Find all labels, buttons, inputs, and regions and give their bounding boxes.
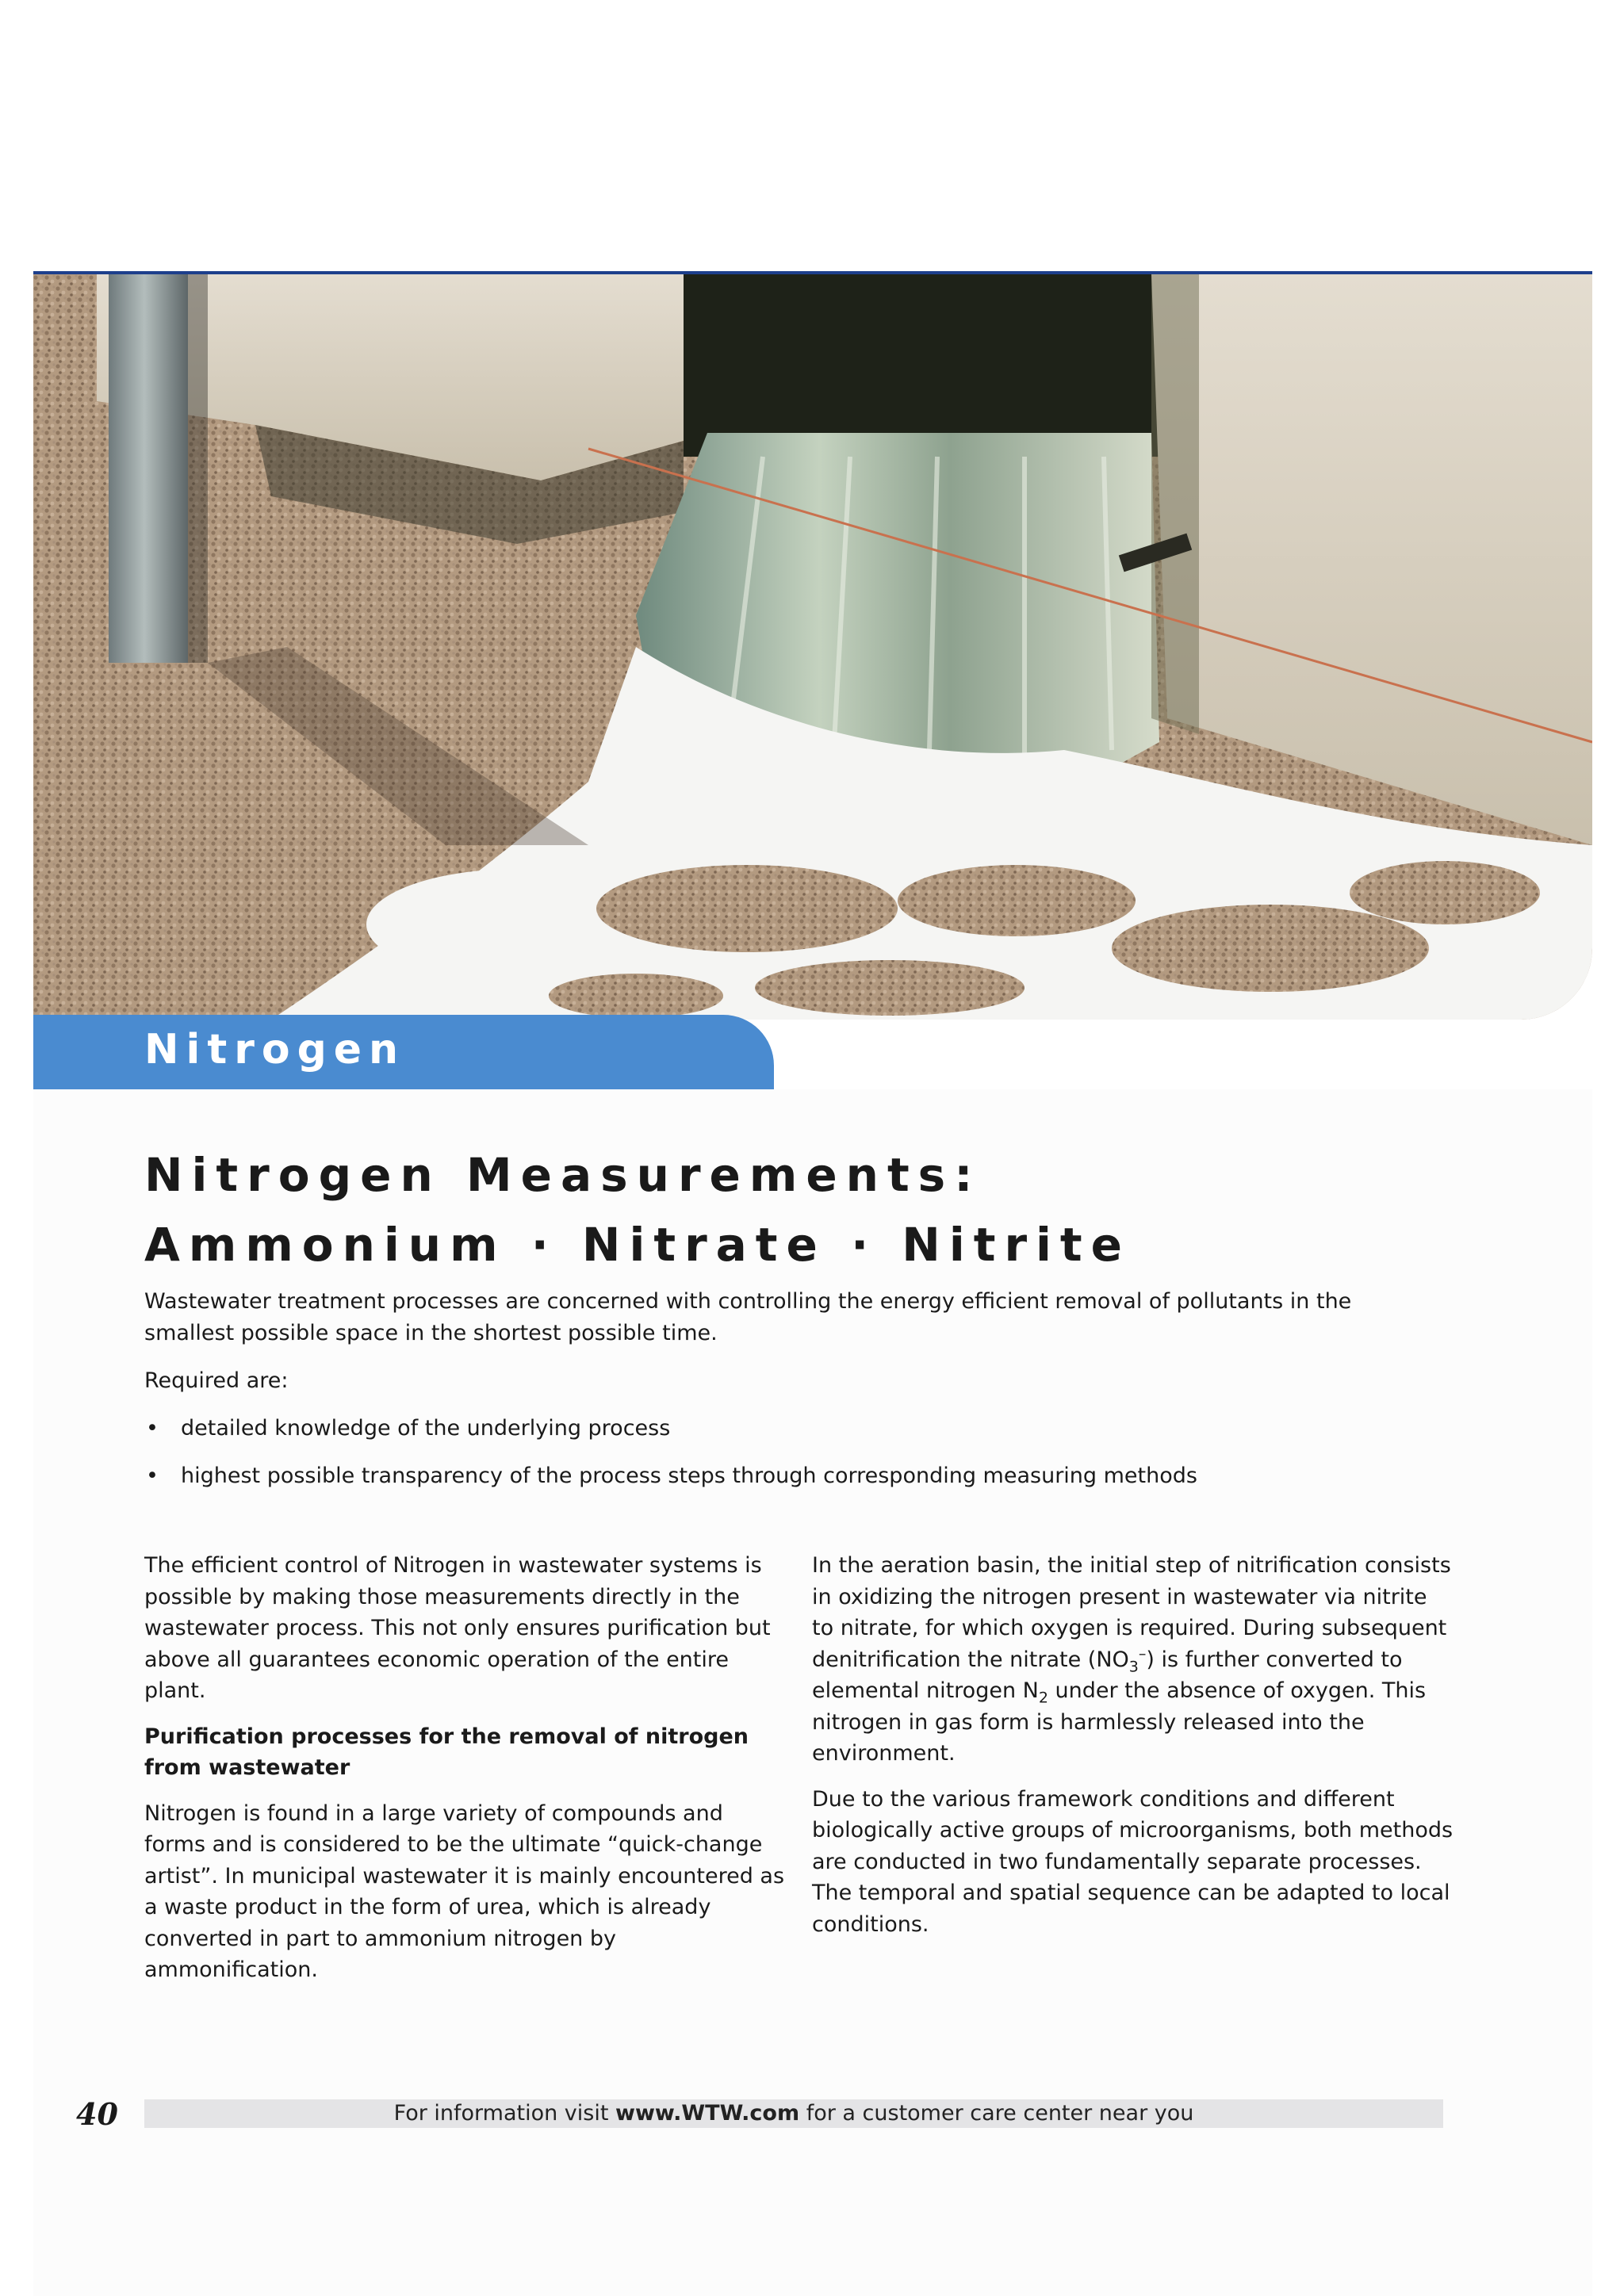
- formula-subscript: 2: [1038, 1689, 1048, 1707]
- paragraph: [812, 1550, 1454, 1770]
- heading-line-2: Ammonium · Nitrate · Nitrite: [144, 1218, 1131, 1272]
- formula-base: NO: [1096, 1647, 1129, 1672]
- nitrogen-formula: [1022, 1678, 1048, 1707]
- formula-base: N: [1022, 1678, 1039, 1703]
- formula-subscript: 3: [1128, 1657, 1139, 1675]
- list-item: [144, 1460, 1445, 1492]
- intro-paragraph: Wastewater treatment processes are concerned with controlling the energy efficient removal of pollutants in the smallest possible space in the shortest possible time.: [144, 1289, 1352, 1345]
- footer-text-after: for a customer care center near you: [799, 2101, 1194, 2126]
- heading-line-1: Nitrogen Measurements:: [144, 1148, 982, 1202]
- nitrate-formula: [1096, 1644, 1147, 1675]
- requirements-list: [144, 1413, 1445, 1492]
- hero-photo-wastewater-weir: [33, 271, 1592, 1020]
- right-column: [812, 1550, 1454, 1954]
- subheading: Purification processes for the removal of nitrogen from wastewater: [144, 1724, 749, 1780]
- page-number: 40: [76, 2096, 118, 2132]
- list-item-text: highest possible transparency of the process steps through corresponding measuring methods: [181, 1464, 1197, 1488]
- footer-text-before: For information visit: [393, 2101, 616, 2126]
- intro-section: [144, 1286, 1445, 1508]
- paragraph: The efficient control of Nitrogen in wastewater systems is possible by making those measurements directly in the wastewater process. This not only ensures purification but above all guarantees economic operation of the entire plant.: [144, 1553, 771, 1703]
- formula-charge: –: [1138, 1644, 1147, 1663]
- footer-bar: [144, 2099, 1443, 2128]
- left-column: [144, 1550, 787, 2000]
- bullet-icon: •: [146, 1416, 159, 1441]
- list-item-text: detailed knowledge of the underlying process: [181, 1416, 671, 1441]
- bullet-icon: •: [146, 1464, 159, 1488]
- section-tab: [33, 1015, 774, 1089]
- footer-link[interactable]: www.WTW.com: [615, 2101, 800, 2126]
- text-run: ) is further converted to elemental nitrogen: [812, 1647, 1403, 1703]
- text-run: In the aeration basin, the initial step of nitrification consists in oxidizing the nitrogen present in wastewater via nitrite to nitrate, for which oxygen is required. During subsequent denitrification the nitrate (: [812, 1553, 1451, 1672]
- paragraph: Nitrogen is found in a large variety of compounds and forms and is considered to be the ultimate “quick-change artist”. In municipal wastewater it is mainly encountered as a waste product in the form of urea, which is already converted in part to ammonium nitrogen by ammonification.: [144, 1800, 785, 1982]
- list-item: [144, 1413, 1445, 1445]
- text-run: under the absence of oxygen. This nitrogen in gas form is harmlessly released into the environment.: [812, 1678, 1427, 1766]
- paragraph: Due to the various framework conditions and different biologically active groups of microorganisms, both methods are conducted in two fundamentally separate processes. The temporal and spatial sequence can be adapted to local conditions.: [812, 1786, 1454, 1937]
- page-heading: [144, 1140, 1492, 1280]
- section-title: Nitrogen: [144, 1026, 406, 1073]
- footer-text: [144, 2099, 1443, 2128]
- required-label: Required are:: [144, 1368, 289, 1393]
